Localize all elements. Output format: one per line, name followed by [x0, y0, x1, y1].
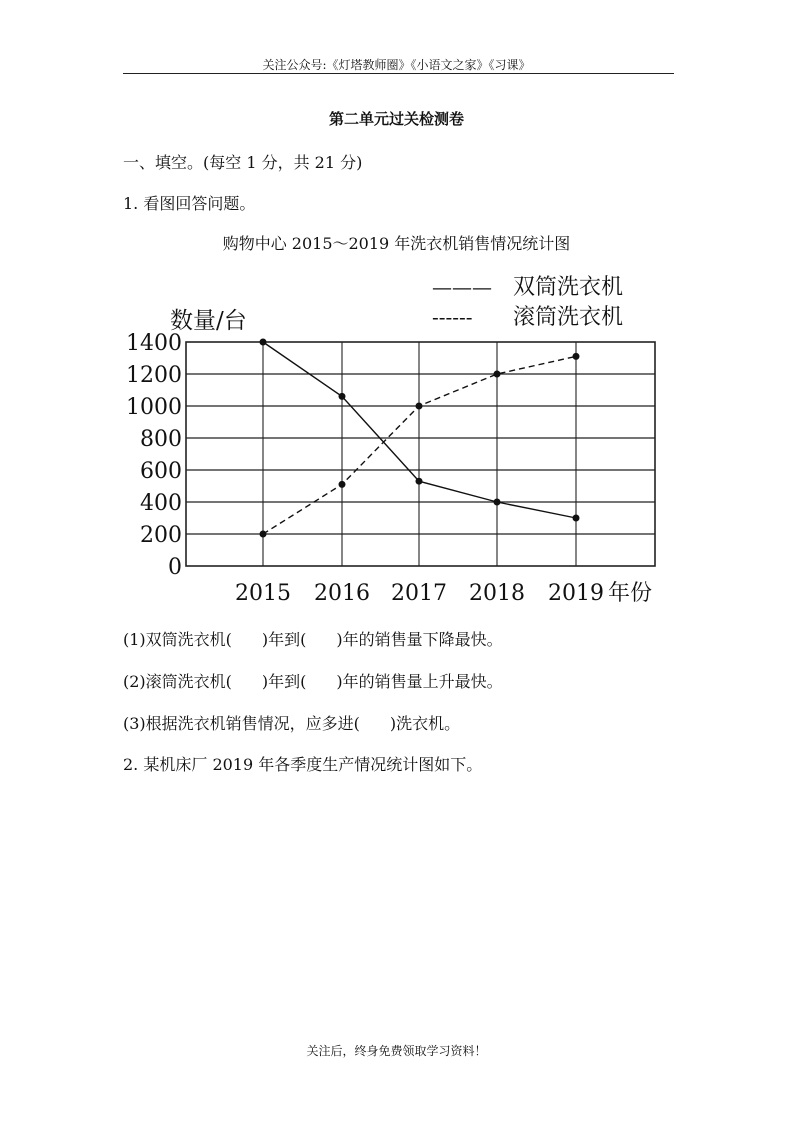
sub-question-1	[123, 627, 503, 650]
y-tick-label: 400	[140, 491, 182, 516]
y-tick-label: 1000	[126, 395, 182, 420]
y-tick-label: 1400	[126, 331, 182, 356]
legend-label-1: 双筒洗衣机	[513, 275, 624, 300]
sub-question-2	[123, 669, 503, 692]
x-tick-label: 2015	[235, 581, 291, 606]
data-point-series-1	[416, 478, 423, 485]
y-tick-label: 600	[140, 459, 182, 484]
x-tick-label: 2018	[469, 581, 525, 606]
chart-title: 购物中心 2015～2019 年洗衣机销售情况统计图	[222, 234, 571, 253]
data-point-series-2	[494, 371, 501, 378]
x-tick-label: 2019	[548, 581, 604, 606]
sub3-after: )洗衣机。	[389, 714, 461, 733]
sub3-before: (3)根据洗衣机销售情况，应多进(	[123, 714, 360, 733]
y-tick-label: 800	[140, 427, 182, 452]
section-heading: 一、填空。(每空 1 分，共 21 分)	[123, 153, 363, 172]
exam-title: 第二单元过关检测卷	[328, 110, 464, 128]
legend-sample-1: ———	[432, 275, 492, 299]
y-tick-label: 200	[140, 523, 182, 548]
data-point-series-2	[260, 531, 267, 538]
data-point-series-1	[260, 339, 267, 346]
legend-sample-2: ------	[432, 305, 473, 329]
data-point-series-2	[416, 403, 423, 410]
sub1-after: )年的销售量下降最快。	[336, 630, 503, 649]
y-axis-label: 数量/台	[170, 308, 247, 334]
data-point-series-1	[494, 499, 501, 506]
sub-question-3	[123, 711, 460, 734]
sub2-before: (2)滚筒洗衣机(	[123, 672, 232, 691]
x-axis-label: 年份	[608, 581, 653, 606]
sub2-after: )年的销售量上升最快。	[336, 672, 503, 691]
page-footer: 关注后，终身免费领取学习资料！	[306, 1044, 487, 1058]
data-point-series-1	[573, 515, 580, 522]
sub1-mid: )年到(	[261, 630, 307, 649]
legend-label-2: 滚筒洗衣机	[513, 305, 624, 330]
question-2-prompt: 2. 某机床厂 2019 年各季度生产情况统计图如下。	[123, 755, 483, 774]
x-tick-label: 2017	[391, 581, 447, 606]
data-point-series-2	[573, 353, 580, 360]
y-tick-label: 1200	[126, 363, 182, 388]
y-tick-label: 0	[168, 555, 182, 580]
data-point-series-1	[339, 393, 346, 400]
sub1-before: (1)双筒洗衣机(	[123, 630, 232, 649]
x-tick-label: 2016	[314, 581, 370, 606]
sub2-mid: )年到(	[261, 672, 307, 691]
data-point-series-2	[339, 481, 346, 488]
plot-frame	[186, 342, 655, 566]
page-header: 关注公众号:《灯塔教师圈》《小语文之家》《习课》	[262, 58, 531, 72]
question-1-prompt: 1. 看图回答问题。	[123, 194, 256, 213]
